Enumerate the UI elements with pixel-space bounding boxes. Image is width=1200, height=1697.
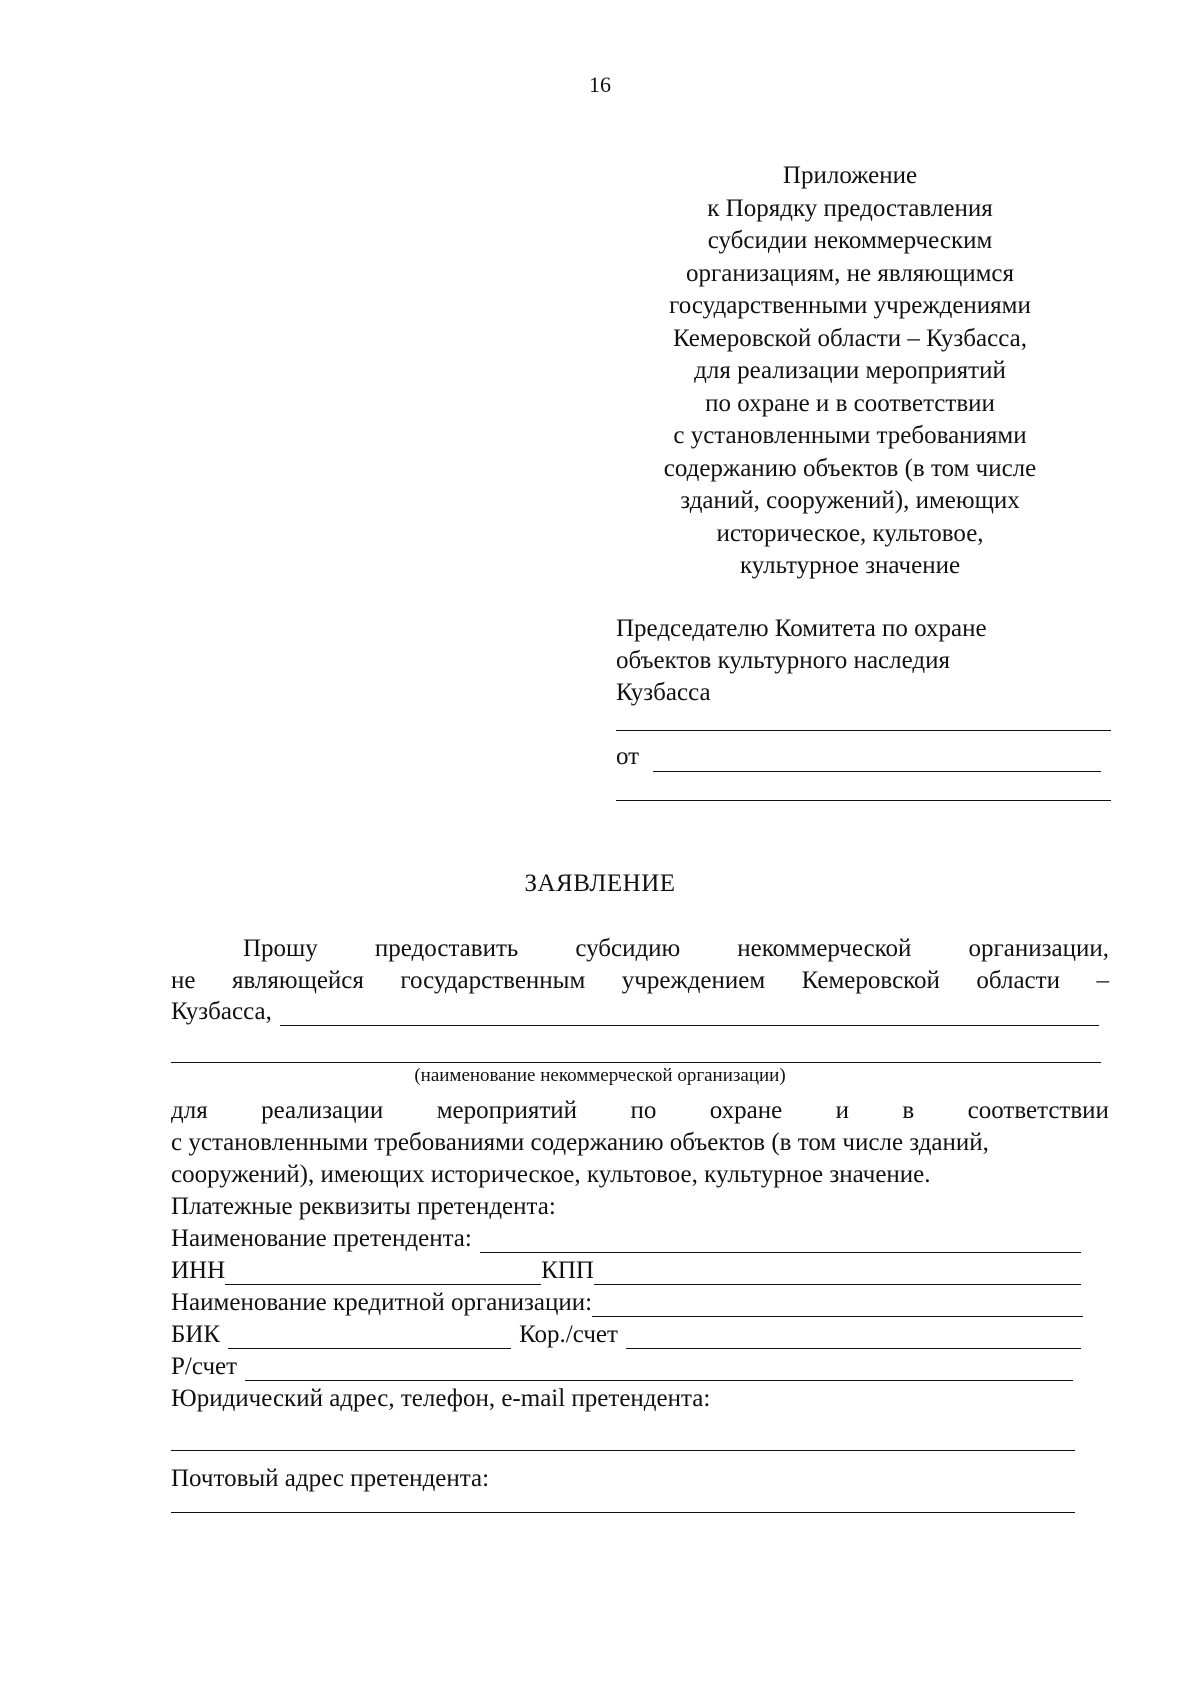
word: реализации — [261, 1097, 384, 1124]
page-number: 16 — [589, 72, 611, 97]
settlement-account-row — [171, 1353, 1073, 1381]
bank-name-label: Наименование кредитной организации: — [171, 1289, 593, 1316]
postal-address-field[interactable] — [171, 1512, 1075, 1513]
kpp-label: КПП — [541, 1257, 594, 1284]
appendix-line: к Порядку предоставления — [707, 194, 993, 222]
word: являющейся — [231, 967, 364, 994]
word: и — [835, 1097, 850, 1124]
word: Прошу — [243, 935, 318, 962]
document-title: ЗАЯВЛЕНИЕ — [524, 870, 676, 897]
word: области — [976, 967, 1060, 994]
word: соответствии — [967, 1097, 1109, 1124]
appendix-line: государственными учреждениями — [669, 292, 1031, 319]
appendix-line: содержанию объектов (в том числе — [663, 454, 1037, 482]
legal-address-field[interactable] — [171, 1450, 1075, 1451]
addressee-blank-line[interactable] — [616, 730, 1111, 731]
kor-account-field[interactable] — [626, 1324, 1081, 1349]
bik-label: БИК — [171, 1321, 221, 1348]
body-line-2 — [171, 967, 1109, 995]
body-line-4 — [171, 1097, 1109, 1125]
body-line-5: с установленными требованиями содержанию объектов (в том числе зданий, — [171, 1129, 989, 1156]
from-blank-line[interactable] — [653, 747, 1101, 772]
from-row — [616, 742, 1101, 772]
word: государственным — [400, 967, 586, 994]
org-name-blank-line-2[interactable] — [171, 1062, 1101, 1063]
appendix-line: организациям, не являющимся — [685, 259, 1015, 287]
word: в — [902, 1097, 915, 1124]
inn-field[interactable] — [225, 1260, 541, 1285]
word: учреждением — [621, 967, 766, 994]
appendix-line: с установленными требованиями — [673, 422, 1027, 449]
appendix-line: Приложение — [782, 162, 918, 189]
word: предоставить — [374, 935, 519, 962]
kpp-field[interactable] — [594, 1260, 1081, 1285]
word: некоммерческой — [737, 935, 912, 962]
kuzbass-label: Кузбасса, — [171, 998, 272, 1025]
org-name-caption: (наименование некоммерческой организации) — [414, 1065, 786, 1086]
applicant-name-row — [171, 1225, 1081, 1253]
body-line-1 — [171, 935, 1109, 963]
word: Кемеровской — [801, 967, 940, 994]
bank-name-field[interactable] — [592, 1292, 1083, 1317]
addressee-line: Председателю Комитета по охране — [616, 615, 987, 642]
word: по — [630, 1097, 657, 1124]
kor-account-label: Кор./счет — [519, 1321, 618, 1348]
settlement-account-field[interactable] — [245, 1356, 1073, 1381]
word: для — [171, 1097, 208, 1124]
appendix-line: культурное значение — [739, 552, 961, 579]
inn-label: ИНН — [171, 1257, 226, 1284]
word: мероприятий — [436, 1097, 578, 1124]
addressee-blank-line-2[interactable] — [616, 800, 1111, 801]
word: не — [171, 967, 196, 994]
appendix-line: историческое, культовое, — [716, 519, 984, 547]
addressee-line: объектов культурного наследия — [616, 647, 950, 674]
legal-address-label: Юридический адрес, телефон, e-mail претендента: — [171, 1385, 711, 1412]
appendix-line: Кемеровской области – Кузбасса, — [673, 324, 1027, 352]
settlement-account-label: Р/счет — [171, 1353, 238, 1380]
word: субсидию — [575, 935, 681, 962]
appendix-line: субсидии некоммерческим — [707, 227, 993, 254]
addressee-line: Кузбасса — [616, 679, 711, 706]
bik-field[interactable] — [228, 1324, 511, 1349]
body-line-6: сооружений), имеющих историческое, культовое, культурное значение. — [171, 1161, 931, 1188]
org-name-blank-line[interactable] — [280, 1001, 1099, 1026]
addressee-block — [616, 613, 1116, 709]
bank-name-row — [171, 1289, 1083, 1317]
appendix-block — [610, 160, 1090, 583]
requisites-heading: Платежные реквизиты претендента: — [171, 1193, 556, 1220]
word: – — [1096, 967, 1109, 994]
appendix-line: для реализации мероприятий — [694, 357, 1006, 384]
word: организации, — [968, 935, 1109, 962]
appendix-line: по охране и в соответствии — [705, 389, 995, 417]
inn-kpp-row — [171, 1257, 1081, 1285]
appendix-line: зданий, сооружений), имеющих — [680, 487, 1020, 514]
postal-address-label: Почтовый адрес претендента: — [171, 1465, 490, 1492]
from-label: от — [616, 743, 640, 770]
word: охране — [709, 1097, 783, 1124]
applicant-name-field[interactable] — [480, 1228, 1081, 1253]
applicant-name-label: Наименование претендента: — [171, 1225, 472, 1252]
bik-kor-row — [171, 1321, 1081, 1349]
org-name-row — [171, 998, 1099, 1026]
